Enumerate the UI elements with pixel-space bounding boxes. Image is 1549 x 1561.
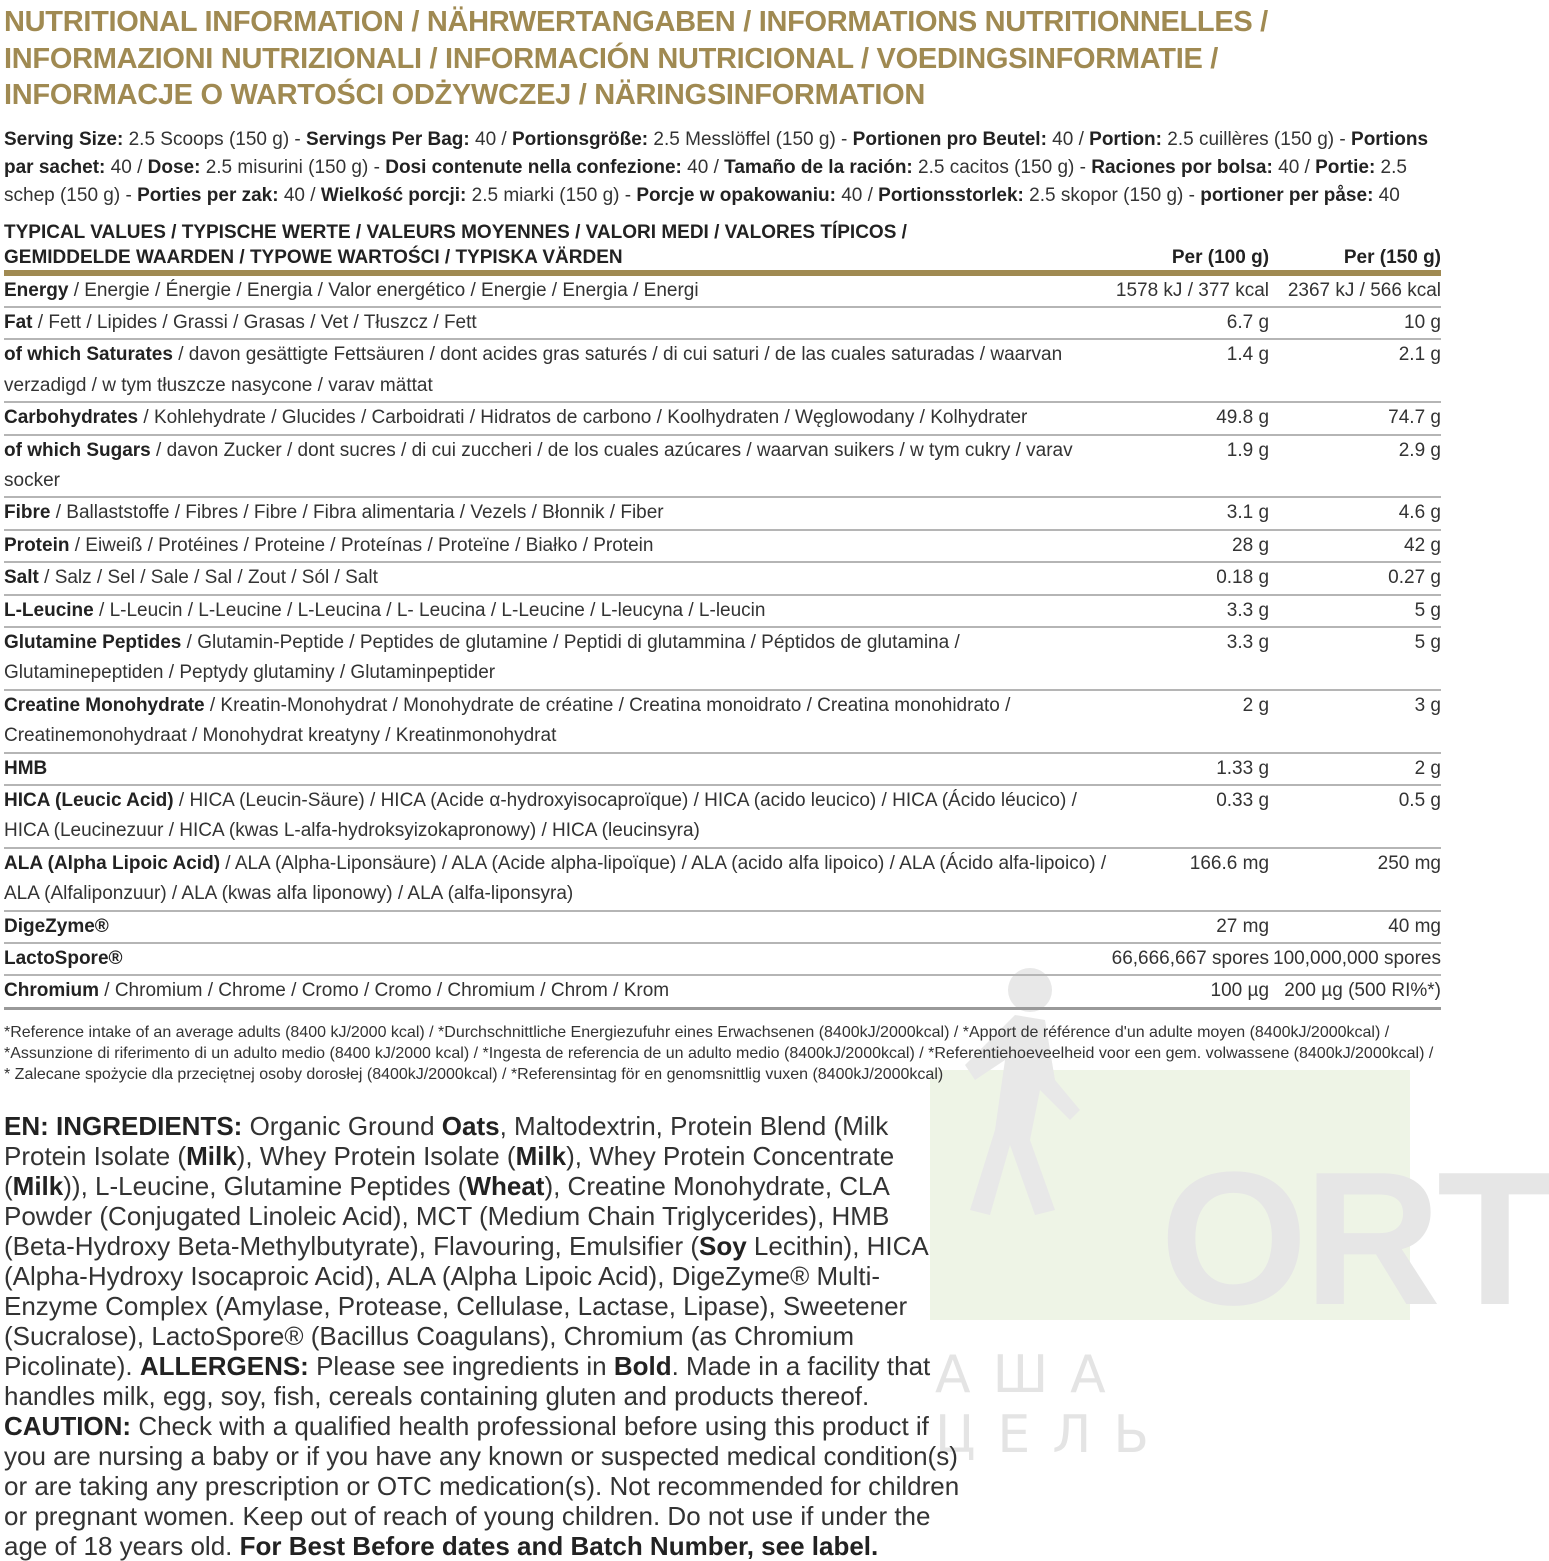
value-per-100g: 66,666,667 spores xyxy=(1111,948,1270,970)
nutrient-name xyxy=(4,943,1112,975)
serving-value: 40 / xyxy=(835,184,879,206)
value-per-100g: 3.3 g xyxy=(1226,631,1270,653)
nutrient-name xyxy=(4,595,1112,627)
header-per-150g: Per (150 g) xyxy=(1343,246,1441,268)
serving-label: Portionen pro Beutel: xyxy=(852,128,1047,150)
nutrient-translations: / Fett / Lipides / Grassi / Grasas / Vet / Tłuszcz / Fett xyxy=(32,311,477,333)
table-row xyxy=(4,690,1441,753)
serving-label: Portionsstorlek: xyxy=(878,184,1024,206)
nutrition-table xyxy=(4,220,1441,1010)
nutrient-translations: / Chromium / Chrome / Cromo / Cromo / Chromium / Chrom / Krom xyxy=(99,980,670,1002)
nutrient-label: HICA (Leucic Acid) xyxy=(4,790,174,811)
table-row xyxy=(4,339,1441,402)
nutrient-translations: / davon gesättigte Fettsäuren / dont acides gras saturés / di cui saturi / de las cuales saturadas / waarvan verzadigd / w tym tłuszcze nasycone / varav mättat xyxy=(4,344,1063,396)
watermark-tagline: АША ЦЕЛЬ xyxy=(935,1345,1172,1465)
value-per-150g: 0.27 g xyxy=(1388,567,1441,589)
ingredients-bold: ALLERGENS: xyxy=(139,1350,309,1381)
serving-value: 40 / xyxy=(278,184,321,206)
value-per-100g: 1578 kJ / 377 kcal xyxy=(1115,279,1270,301)
nutrient-label: Energy xyxy=(4,279,69,301)
serving-value: 2.5 misurini (150 g) - xyxy=(200,156,386,178)
header-per-100g: Per (100 g) xyxy=(1171,246,1270,268)
table-row xyxy=(4,943,1441,975)
ingredients-bold: For Best Before dates and Batch Number, see label. xyxy=(239,1530,879,1561)
nutrient-label: of which Sugars xyxy=(4,439,151,461)
value-per-150g: 2 g xyxy=(1414,757,1441,779)
nutrient-name xyxy=(4,402,1112,434)
nutrient-name xyxy=(4,911,1112,943)
serving-label: Portie: xyxy=(1315,156,1376,178)
serving-info xyxy=(4,126,1441,210)
footnote: *Reference intake of an average adults (8400 kJ/2000 kcal) / *Durchschnittliche Energiezufuhr eines Erwachsenen (8400kJ/2000kcal) / *Apport de référence d'un adulte moyen (8400kJ/2000kcal) / *Assunzione di riferimento di un adulto medio (8400 kJ/2000 kcal) / *Ingesta de referencia de un adulto medio (8400kJ/2000kcal) / *Referentiehoeveelheid voor een gem. volwassene (8400kJ/2000kcal) / * Zalecane spożycie dla przeciętnej osoby dorosłej (8400kJ/2000kcal) / *Referensintag för en genomsnittlig vuxen (8400kJ/2000kcal) xyxy=(4,1023,1434,1083)
value-per-150g: 2.1 g xyxy=(1398,344,1441,366)
value-per-100g: 0.33 g xyxy=(1216,790,1270,811)
value-per-150g: 4.6 g xyxy=(1398,502,1441,524)
title-line: INFORMAZIONI NUTRIZIONALI / INFORMACIÓN NUTRICIONAL / VOEDINGSINFORMATIE / xyxy=(4,42,1219,75)
nutrient-translations: / ALA (Alpha-Liponsäure) / ALA (Acide alpha-lipoïque) / ALA (acido alfa lipoico) / ALA (Ácido alfa-lipoico) / ALA (Alfaliponzuur) / ALA (kwas alfa liponowy) / ALA (alfa-liponsyra) xyxy=(4,852,1107,905)
serving-value: 2.5 Messlöffel (150 g) - xyxy=(648,128,853,150)
serving-value: 40 xyxy=(1373,184,1400,206)
title-line: INFORMACJE O WARTOŚCI ODŻYWCZEJ / NÄRINGSINFORMATION xyxy=(4,79,925,111)
value-per-100g: 2 g xyxy=(1242,694,1270,716)
serving-label: Porties per zak: xyxy=(137,184,279,206)
table-row xyxy=(4,975,1441,1008)
serving-label: Portions par sachet: xyxy=(4,128,1429,178)
header-line: TYPICAL VALUES / TYPISCHE WERTE / VALEURS MOYENNES / VALORI MEDI / VALORES TÍPICOS / xyxy=(4,221,907,243)
serving-value: 40 / xyxy=(105,156,148,178)
serving-label: Portion: xyxy=(1089,128,1162,150)
value-per-150g: 3 g xyxy=(1414,694,1441,716)
value-per-100g: 100 µg xyxy=(1210,980,1270,1002)
value-per-150g: 100,000,000 spores xyxy=(1273,948,1441,970)
ingredients-text: , Maltodextrin, Protein Blend (Milk Protein Isolate ( xyxy=(4,1110,889,1171)
table-row xyxy=(4,307,1441,339)
serving-value: 2.5 skopor (150 g) - xyxy=(1023,184,1201,206)
value-per-150g: 42 g xyxy=(1404,534,1441,556)
serving-label: Dose: xyxy=(147,156,201,178)
nutrient-name xyxy=(4,627,1112,690)
value-per-100g: 6.7 g xyxy=(1226,311,1270,333)
value-per-100g: 3.3 g xyxy=(1226,599,1270,621)
ingredients-text: ), Whey Protein Isolate ( xyxy=(236,1140,516,1171)
serving-value: 2.5 miarki (150 g) - xyxy=(466,184,637,206)
nutrient-label: Glutamine Peptides xyxy=(4,631,182,653)
ingredients-bold: Milk xyxy=(12,1170,64,1201)
nutrient-name xyxy=(4,497,1112,529)
ingredients-bold: Milk xyxy=(186,1140,237,1171)
nutrient-label: ALA (Alpha Lipoic Acid) xyxy=(4,852,221,874)
nutrient-name xyxy=(4,562,1112,594)
ingredients-text: Please see ingredients in xyxy=(308,1350,614,1381)
serving-value: 40 / xyxy=(1046,128,1090,150)
value-per-100g: 0.18 g xyxy=(1216,567,1270,589)
nutrient-label: Carbohydrates xyxy=(4,407,139,429)
table-header xyxy=(4,220,1441,273)
serving-label: Wielkość porcji: xyxy=(320,184,467,206)
value-per-150g: 10 g xyxy=(1404,311,1441,333)
ingredients-text: )), L-Leucine, Glutamine Peptides ( xyxy=(63,1170,467,1201)
nutrient-translations: / L-Leucin / L-Leucine / L-Leucina / L- Leucina / L-Leucine / L-leucyna / L-leucin xyxy=(93,599,766,621)
nutrient-translations: / davon Zucker / dont sucres / di cui zuccheri / de los cuales azúcares / waarvan suikers / w tym cukry / varav socker xyxy=(4,439,1073,491)
nutrient-label: Salt xyxy=(4,567,39,589)
nutrient-translations: / Glutamin-Peptide / Peptides de glutamine / Peptidi di glutammina / Péptidos de glutamina / Glutaminepeptiden / Peptydy glutaminy / Glutaminpeptider xyxy=(4,631,960,684)
nutrient-name xyxy=(4,530,1112,562)
serving-label: Portionsgröße: xyxy=(511,128,649,150)
nutrient-name xyxy=(4,848,1112,911)
table-row xyxy=(4,562,1441,594)
nutrient-translations: / Ballaststoffe / Fibres / Fibre / Fibra alimentaria / Vezels / Błonnik / Fiber xyxy=(50,502,664,524)
nutrient-translations: / Kreatin-Monohydrat / Monohydrate de créatine / Creatina monoidrato / Creatina monohidrato / Creatinemonohydraat / Monohydrat kreatyny / Kreatinmonohydrat xyxy=(4,694,1011,747)
nutrient-translations: / Salz / Sel / Sale / Sal / Zout / Sól / Salt xyxy=(38,567,378,589)
serving-value: 40 / xyxy=(469,128,512,150)
nutrient-name xyxy=(4,273,1112,307)
table-row xyxy=(4,627,1441,690)
value-per-100g: 49.8 g xyxy=(1216,407,1270,429)
value-per-150g: 200 µg (500 RI%*) xyxy=(1284,980,1441,1002)
serving-value: 2.5 cacitos (150 g) - xyxy=(912,156,1092,178)
value-per-100g: 1.4 g xyxy=(1226,344,1270,366)
serving-label: portioner per påse: xyxy=(1200,184,1374,206)
nutrient-name xyxy=(4,339,1112,402)
serving-label: Servings Per Bag: xyxy=(306,128,470,150)
header-line: GEMIDDELDE WAARDEN / TYPOWE WARTOŚCI / TYPISKA VÄRDEN xyxy=(4,246,623,268)
ingredients-bold: CAUTION: xyxy=(4,1410,132,1441)
nutrient-name xyxy=(4,435,1112,498)
nutrient-label: DigeZyme® xyxy=(4,915,109,937)
nutrient-name xyxy=(4,307,1112,339)
ingredients-text: Check with a qualified health professional before using this product if you are nursing a baby or if you have any known or suspected medical condition(s) or are taking any prescription or OTC medication(s). Not recommended for children or pregnant women. Keep out of reach of young children. Do not use if under the age of 18 years old. xyxy=(4,1410,960,1561)
ingredients-text: Lecithin), HICA (Alpha-Hydroxy Isocaproic Acid), ALA (Alpha Lipoic Acid), DigeZyme® Multi-Enzyme Complex (Amylase, Protease, Cellulase, Lactase, Lipase), Sweetener (Sucralose), LactoSpore® (Bacillus Coagulans), Chromium (as Chromium Picolinate). xyxy=(4,1230,928,1381)
ingredients-text: ), Whey Protein Concentrate ( xyxy=(4,1140,895,1201)
nutrient-translations: / Eiweiß / Protéines / Proteine / Proteínas / Proteïne / Białko / Protein xyxy=(69,534,654,556)
serving-value: 40 / xyxy=(1272,156,1316,178)
serving-value: 2.5 schep (150 g) - xyxy=(4,156,1407,206)
value-per-100g: 27 mg xyxy=(1216,915,1270,937)
value-per-150g: 5 g xyxy=(1414,631,1441,653)
table-row xyxy=(4,435,1441,498)
value-per-150g: 5 g xyxy=(1414,599,1441,621)
ingredients-bold: Bold xyxy=(613,1350,672,1381)
nutrient-label: of which Saturates xyxy=(4,344,173,366)
serving-label: Porcje w opakowaniu: xyxy=(636,184,836,206)
value-per-150g: 2367 kJ / 566 kcal xyxy=(1287,279,1441,301)
nutrient-label: HMB xyxy=(4,757,48,779)
serving-value: 40 / xyxy=(681,156,725,178)
value-per-100g: 28 g xyxy=(1232,534,1270,556)
serving-value: 2.5 cuillères (150 g) - xyxy=(1161,128,1352,150)
table-row xyxy=(4,753,1441,785)
value-per-150g: 0.5 g xyxy=(1398,790,1441,811)
table-row xyxy=(4,785,1441,848)
serving-label: Raciones por bolsa: xyxy=(1091,156,1273,178)
value-per-150g: 2.9 g xyxy=(1398,439,1441,461)
table-row xyxy=(4,595,1441,627)
nutrient-label: Fibre xyxy=(4,502,51,524)
nutrient-name xyxy=(4,975,1112,1008)
serving-label: Serving Size: xyxy=(4,128,124,150)
page-title xyxy=(4,0,1441,114)
table-row xyxy=(4,497,1441,529)
serving-label: Dosi contenute nella confezione: xyxy=(385,156,682,178)
ingredients-bold: Soy xyxy=(699,1230,747,1261)
nutrient-translations: / HICA (Leucin-Säure) / HICA (Acide α-hydroxyisocaproïque) / HICA (acido leucico) / HICA (Ácido léucico) / HICA (Leucinezuur / HICA (kwas L-alfa-hydroksyizokapronowy) / HICA (leucinsyra) xyxy=(4,790,1077,842)
table-row xyxy=(4,911,1441,943)
nutrient-translations: / Kohlehydrate / Glucides / Carboidrati / Hidratos de carbono / Koolhydraten / Węglowodany / Kolhydrater xyxy=(138,407,1028,429)
serving-label: Tamaño de la ración: xyxy=(724,156,913,178)
table-row xyxy=(4,402,1441,434)
value-per-100g: 1.33 g xyxy=(1216,757,1270,779)
serving-value: 2.5 Scoops (150 g) - xyxy=(123,128,307,150)
ingredients-text: Organic Ground xyxy=(242,1110,442,1141)
value-per-100g: 166.6 mg xyxy=(1189,852,1270,874)
ingredients-bold: Milk xyxy=(515,1140,567,1171)
value-per-150g: 250 mg xyxy=(1377,852,1441,874)
nutrient-label: Creatine Monohydrate xyxy=(4,694,205,716)
nutrient-label: Chromium xyxy=(4,980,99,1002)
nutrient-translations: / Energie / Énergie / Energia / Valor energético / Energie / Energia / Energi xyxy=(68,279,699,301)
ingredients xyxy=(4,1111,964,1561)
value-per-100g: 3.1 g xyxy=(1226,502,1270,524)
watermark-text: ORT xyxy=(1160,1133,1549,1345)
table-body xyxy=(4,273,1441,1009)
table-row xyxy=(4,530,1441,562)
header-typical-values xyxy=(4,220,1112,273)
table-row xyxy=(4,273,1441,307)
ingredients-bold: Oats xyxy=(441,1110,500,1141)
value-per-150g: 40 mg xyxy=(1388,915,1441,937)
value-per-150g: 74.7 g xyxy=(1388,407,1441,429)
nutrient-name xyxy=(4,690,1112,753)
nutrient-name xyxy=(4,785,1112,848)
nutrient-label: L-Leucine xyxy=(4,599,94,621)
nutrient-name xyxy=(4,753,1112,785)
nutrient-label: Fat xyxy=(4,311,33,333)
ingredients-text: ), Creatine Monohydrate, CLA Powder (Conjugated Linoleic Acid), MCT (Medium Chain Triglycerides), HMB (Beta-Hydroxy Beta-Methylbutyrate), Flavouring, Emulsifier ( xyxy=(4,1170,890,1261)
nutrient-label: LactoSpore® xyxy=(4,948,123,970)
nutrient-label: Protein xyxy=(4,534,70,556)
ingredients-text: . Made in a facility that handles milk, egg, soy, fish, cereals containing gluten and products thereof. xyxy=(4,1350,931,1411)
table-row xyxy=(4,848,1441,911)
title-line: NUTRITIONAL INFORMATION / NÄHRWERTANGABEN / INFORMATIONS NUTRITIONNELLES / xyxy=(4,6,1268,38)
ingredients-bold: EN: INGREDIENTS: xyxy=(4,1110,243,1141)
ingredients-bold: Wheat xyxy=(466,1170,545,1201)
value-per-100g: 1.9 g xyxy=(1226,439,1270,461)
